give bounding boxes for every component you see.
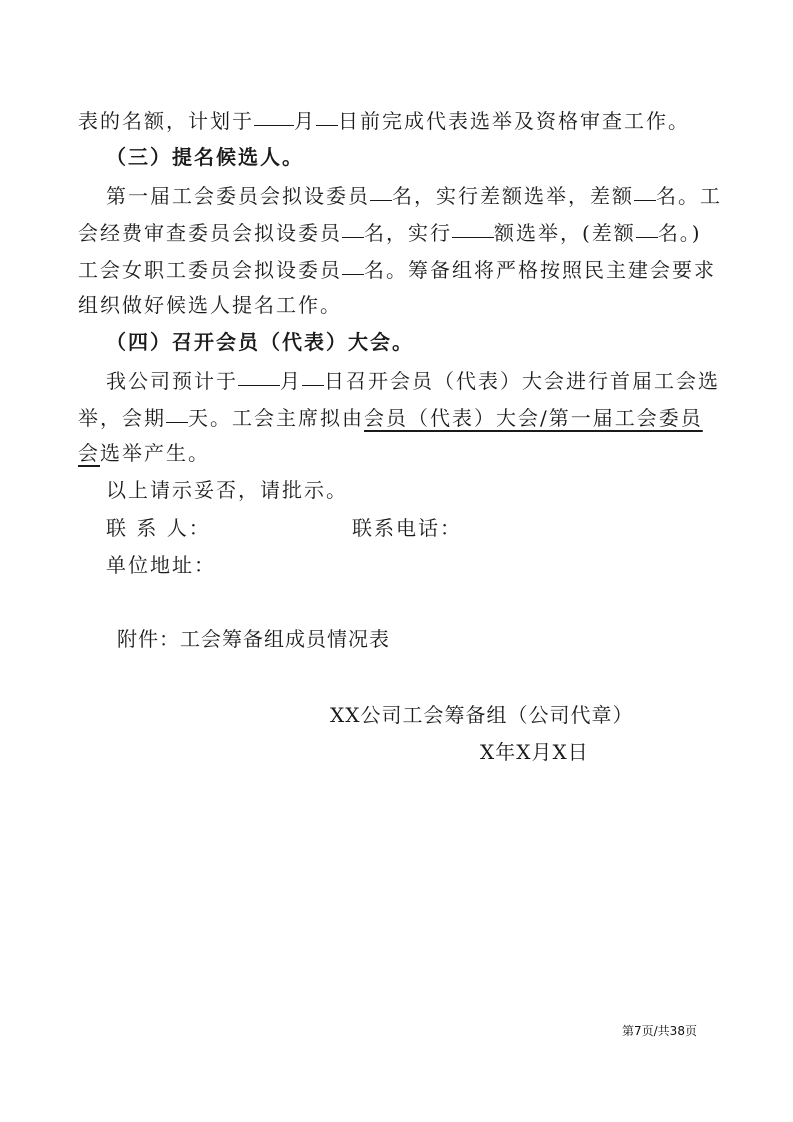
blank	[636, 211, 658, 238]
paragraph-line	[78, 101, 702, 137]
text: 日召开会员（代表）大会进行首届工会选	[324, 369, 720, 393]
text: 举，会期	[78, 406, 166, 430]
paragraph-line	[78, 250, 716, 286]
paragraph-line	[106, 361, 720, 397]
text: 名。工	[656, 184, 722, 208]
underlined-text: 会	[78, 441, 100, 465]
text: 表的名额，计划于	[78, 109, 254, 133]
section-heading: （三）提名候选人。	[106, 145, 304, 169]
blank	[238, 359, 280, 386]
contact-person-label: 联 系 人：	[106, 516, 211, 540]
text: 工会女职工委员会拟设委员	[78, 258, 342, 282]
paragraph-line	[78, 213, 702, 249]
text: 我公司预计于	[106, 369, 238, 393]
paragraph-line	[78, 398, 702, 434]
blank	[254, 99, 294, 126]
blank	[370, 174, 392, 201]
paragraph-line	[78, 435, 702, 471]
contact-phone-label: 联系电话：	[352, 516, 462, 540]
blank	[342, 248, 364, 275]
paragraph-line: 组织做好候选人提名工作。	[78, 293, 342, 317]
underlined-text: 会员（代表）大会/第一届工会委员	[364, 406, 703, 430]
text: 额选举，(差额	[494, 221, 636, 245]
page-number: 第7页/共38页	[622, 1024, 697, 1038]
blank	[342, 211, 364, 238]
text: 选举产生。	[100, 441, 210, 465]
blank	[316, 99, 338, 126]
blank	[302, 359, 324, 386]
signature-line: XX公司工会筹备组（公司代章）	[330, 703, 634, 727]
date-line: X年X月X日	[480, 740, 589, 764]
text: 名。)	[657, 221, 702, 245]
blank	[166, 396, 188, 423]
text: 会经费审查委员会拟设委员	[78, 221, 342, 245]
text: 月	[280, 369, 302, 393]
text: 名。筹备组将严格按照民主建会要求	[364, 258, 716, 282]
text: 名，实行差额选举，差额	[392, 184, 634, 208]
closing-line: 以上请示妥否，请批示。	[106, 478, 348, 502]
text: 日前完成代表选举及资格审查工作。	[338, 109, 690, 133]
address-label: 单位地址：	[106, 553, 216, 577]
section-heading: （四）召开会员（代表）大会。	[106, 330, 414, 354]
text: 天。工会主席拟由	[188, 406, 364, 430]
text: 第一届工会委员会拟设委员	[106, 184, 370, 208]
blank	[452, 211, 494, 238]
attachment-line: 附件：工会筹备组成员情况表	[117, 627, 390, 651]
text: 月	[294, 109, 316, 133]
text: 名，实行	[364, 221, 452, 245]
paragraph-line	[106, 176, 722, 212]
blank	[634, 174, 656, 201]
